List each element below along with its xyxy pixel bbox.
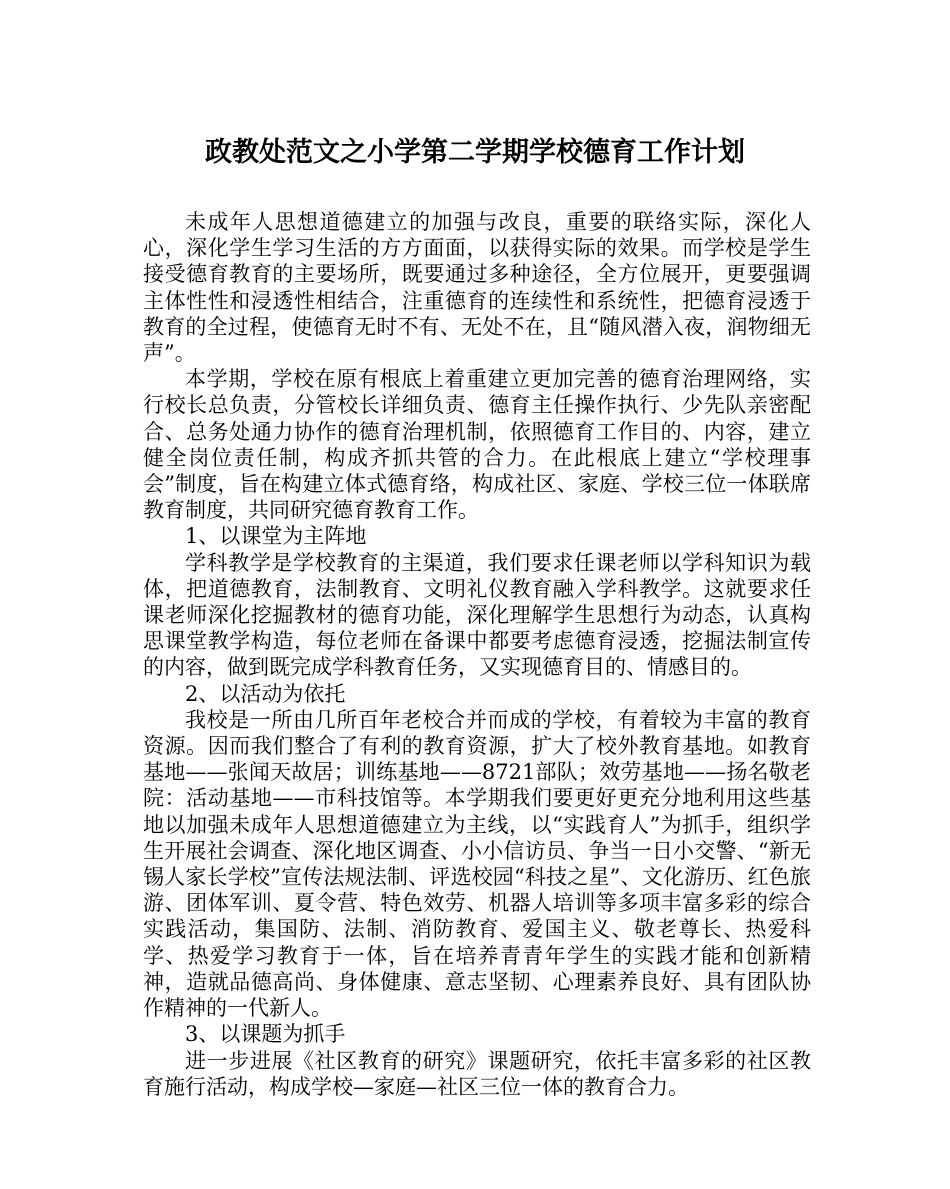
- paragraph-intro: 未成年人思想道德建立的加强与改良，重要的联络实际，深化人心，深化学生学习生活的方方面面，以获得实际的效果。而学校是学生接受德育教育的主要场所，既要通过多种途径，全方位展开，更要强调主体性性和浸透性相结合，注重德育的连续性和系统性，把德育浸透于教育的全过程，使德育无时不有、无处不在，且“随风潜入夜，润物细无声”。: [143, 210, 811, 366]
- document-body: [143, 209, 811, 1100]
- paragraph-classroom: 学科教学是学校教育的主渠道，我们要求任课老师以学科知识为载体，把道德教育，法制教育、文明礼仪教育融入学科教学。这就要求任课老师深化挖掘教材的德育功能，深化理解学生思想行为动态，认真构思课堂教学构造，每位老师在备课中都要考虑德育浸透，挖掘法制宣传的内容，做到既完成学科教育任务，又实现德育目的、情感目的。: [143, 550, 811, 680]
- section-heading-research: 3、以课题为抓手: [185, 1022, 346, 1047]
- document-title: 政教处范文之小学第二学期学校德育工作计划: [205, 137, 745, 168]
- section-heading-classroom: 1、以课堂为主阵地: [185, 524, 367, 549]
- section-heading-activities: 2、以活动为依托: [185, 681, 346, 706]
- paragraph-research: 进一步进展《社区教育的研究》课题研究，依托丰富多彩的社区教育施行活动，构成学校—家庭—社区三位一体的教育合力。: [143, 1048, 811, 1099]
- paragraph-activities: 我校是一所由几所百年老校合并而成的学校，有着较为丰富的教育资源。因而我们整合了有利的教育资源，扩大了校外教育基地。如教育基地——张闻天故居；训练基地——8721部队；效劳基地——扬名敬老院：活动基地——市科技馆等。本学期我们要更好更充分地利用这些基地以加强未成年人思想道德建立为主线，以“实践育人”为抓手，组织学生开展社会调查、深化地区调查、小小信访员、争当一日小交警、“新无锡人家长学校”宣传法规法制、评选校园“科技之星”、文化游历、红色旅游、团体军训、夏令营、特色效劳、机器人培训等多项丰富多彩的综合实践活动，集国防、法制、消防教育、爱国主义、敬老尊长、热爱科学、热爱学习教育于一体，旨在培养青青年学生的实践才能和创新精神，造就品德高尚、身体健康、意志坚韧、心理素养良好、具有团队协作精神的一代新人。: [143, 707, 811, 1021]
- paragraph-management: 本学期，学校在原有根底上着重建立更加完善的德育治理网络，实行校长总负责，分管校长详细负责、德育主任操作执行、少先队亲密配合、总务处通力协作的德育治理机制，依照德育工作目的、内容，建立健全岗位责任制，构成齐抓共管的合力。在此根底上建立“学校理事会”制度，旨在构建立体式德育络，构成社区、家庭、学校三位一体联席教育制度，共同研究德育教育工作。: [143, 367, 811, 523]
